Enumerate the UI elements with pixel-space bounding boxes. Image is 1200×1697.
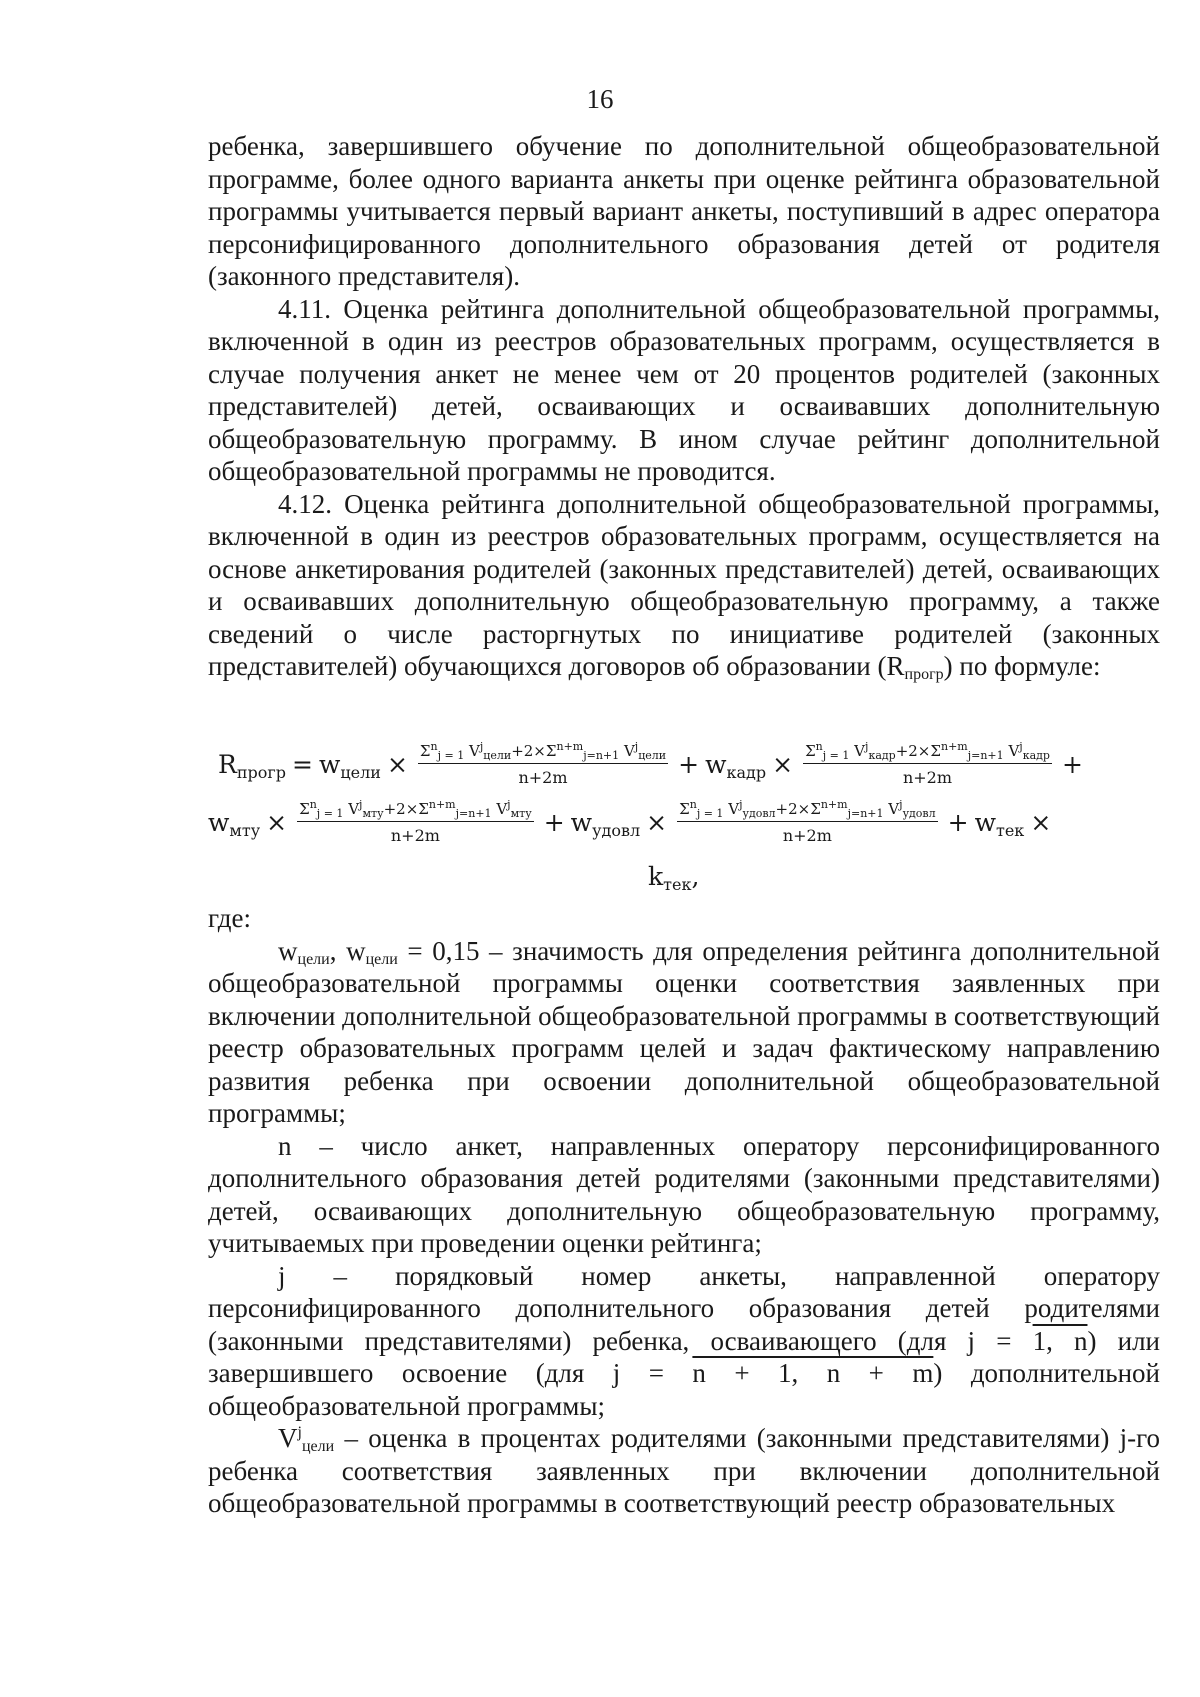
fraction-denominator: n+2m <box>902 768 953 787</box>
text-block-top <box>208 130 1160 683</box>
formula-plus: + <box>678 750 700 779</box>
fraction-denominator: n+2m <box>518 768 568 787</box>
rating-formula <box>208 742 1160 900</box>
formula-equals: = <box>292 750 313 779</box>
formula-times: × <box>772 750 794 779</box>
definition-n: n – число анкет, направленных оператору персонифицированного дополнительного образования детей родителями (законными представителями) детей, осваивающих дополнительную общеобразовательную программу, учитываемых при проведении оценки рейтинга; <box>208 1130 1160 1258</box>
fraction-numerator: $\Sigma^n_{j = 1}$ $V^j_{кадр}+2\times\Sigma^{n+m}_{j=n+1}$ $V^j_{кадр}$ <box>805 740 1050 762</box>
paragraph-4-12-end: ) по формуле: <box>943 651 1101 681</box>
paragraph-4-11: 4.11. Оценка рейтинга дополнительной общеобразовательной программы, включенной в один из реестров образовательных программ, осуществляется в случае получения анкет не менее чем от 20 процентов родителей (законных представителей) детей, осваивающих и осваивавших дополнительную общеобразовательную программу. В ином случае рейтинг дополнительной общеобразовательной программы не проводится. <box>208 293 1160 486</box>
fraction-numerator: $\Sigma^n_{j = 1}$ $V^j_{мту}+2\times\Sigma^{n+m}_{j=n+1}$ $V^j_{мту}$ <box>299 798 532 820</box>
formula-k-tek: $k_{тек}$, <box>648 862 700 894</box>
paragraph-4-12-text: 4.12. Оценка рейтинга дополнительной общеобразовательной программы, включенной в один из реестров образовательных программ, осуществляется на основе анкетирования родителей (законных представителей) детей, осваивающих и осваивавших дополнительную общеобразовательную программу, а также сведений о числе расторгнутых по инициативе родителей (законных представителей) обучающихся договоров об образовании (R <box>208 488 1160 681</box>
formula-line-3 <box>648 862 700 894</box>
fraction-numerator: $\Sigma^n_{j = 1}$ $V^j_{цели}+2\times\Sigma^{n+m}_{j=n+1}$ $V^j_{цели}$ <box>419 740 667 762</box>
formula-weight-udovl: $w_{удовл}$ <box>570 808 641 840</box>
formula-fraction-kadr <box>803 742 1052 787</box>
formula-plus: + <box>947 808 969 837</box>
formula-times: × <box>386 750 408 779</box>
formula-fraction-celi <box>418 742 668 787</box>
formula-weight-mtu: $w_{мту}$ <box>208 808 261 840</box>
formula-fraction-mtu <box>297 800 534 845</box>
where-label: где: <box>208 903 251 933</box>
page-number: 16 <box>586 84 614 114</box>
formula-times: × <box>266 808 288 837</box>
formula-fraction-udovl <box>677 800 938 845</box>
definition-v-celi: $V^j_{цели}$ – оценка в процентах родителями (законными представителями) j-го ребенка соответствия заявленных при включении дополнительной общеобразовательной программы в соответствующий реестр образовательных <box>208 1423 1160 1518</box>
formula-line-2 <box>208 800 1057 845</box>
definition-w-celi: $w_{цели}$, $w_{цели} = 0,15$ – значимость для определения рейтинга дополнительной общеобразовательной программы оценки соответствия заявленных при включении дополнительной общеобразовательной программы в соответствующий реестр образовательных программ целей и задач фактическому направлению развития ребенка при освоении дополнительной общеобразовательной программы; <box>208 935 1161 1128</box>
formula-plus: + <box>1061 750 1083 779</box>
fraction-numerator: $\Sigma^n_{j = 1}$ $V^j_{удовл}+2\times\Sigma^{n+m}_{j=n+1}$ $V^j_{удовл}$ <box>679 798 936 820</box>
formula-weight-tek: $w_{тек}$ <box>974 808 1025 840</box>
formula-weight-kadr: $w_{кадр}$ <box>705 750 767 782</box>
paragraph-continuation: ребенка, завершившего обучение по дополнительной общеобразовательной программе, более одного варианта анкеты при оценке рейтинга образовательной программы учитывается первый вариант анкеты, поступивший в адрес оператора персонифицированного дополнительного образования детей от родителя (законного представителя). <box>208 131 1160 291</box>
text-block-bottom <box>208 902 1160 1520</box>
paragraph-4-12 <box>208 488 1160 683</box>
formula-plus: + <box>543 808 565 837</box>
formula-times: × <box>1030 808 1052 837</box>
formula-weight-celi: $w_{цели}$ <box>318 750 381 782</box>
formula-lhs: $R_{прогр}$ <box>218 750 286 782</box>
definition-j: j – порядковый номер анкеты, направленной оператору персонифицированного дополнительного образования детей родителями (законными представителями) ребенка, осваивающего (для j = 1, n) или завершившего освоение (для j = n + 1, n + m) дополнительной общеобразовательной программы; <box>208 1260 1160 1421</box>
formula-line-1 <box>218 742 1089 787</box>
r-subscript: прогр <box>904 666 944 683</box>
fraction-denominator: n+2m <box>782 826 832 845</box>
fraction-denominator: n+2m <box>390 826 440 845</box>
formula-times: × <box>646 808 668 837</box>
